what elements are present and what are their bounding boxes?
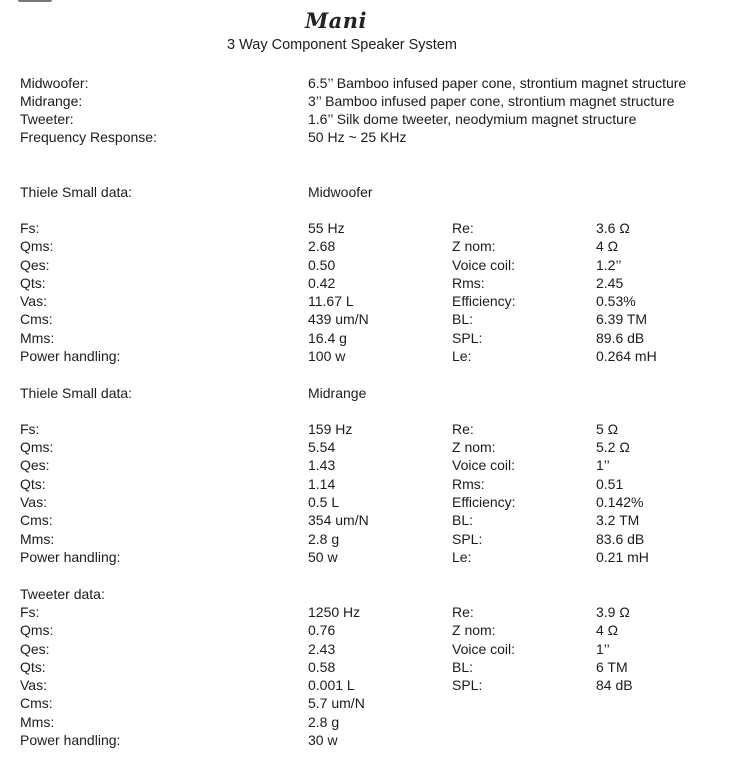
table-row	[0, 713, 746, 731]
param-value: 1.2’’	[596, 257, 622, 273]
spec-value: 1.6’’ Silk dome tweeter, neodymium magnet structure	[308, 111, 637, 127]
spec-value: 6.5’’ Bamboo infused paper cone, strontium magnet structure	[308, 75, 687, 91]
param-label: Re:	[452, 604, 474, 620]
param-label: Z nom:	[452, 622, 496, 638]
param-value: 0.51	[596, 476, 624, 492]
param-label: Qts:	[20, 275, 46, 291]
param-value: 89.6 dB	[596, 330, 645, 346]
param-label: Re:	[452, 421, 474, 437]
param-label: SPL:	[452, 677, 483, 693]
spec-label: Midrange:	[20, 93, 83, 109]
param-value: 83.6 dB	[596, 531, 645, 547]
table-row	[0, 438, 746, 456]
param-value: 2.45	[596, 275, 624, 291]
param-value: 2.8 g	[308, 714, 340, 730]
param-label: Power handling:	[20, 549, 121, 565]
param-value: 5.2 Ω	[596, 439, 630, 455]
param-label: Qms:	[20, 238, 54, 254]
param-value: 55 Hz	[308, 220, 345, 236]
table-row	[0, 310, 746, 328]
param-label: Qms:	[20, 622, 54, 638]
spec-row	[0, 110, 746, 128]
table-row	[0, 621, 746, 639]
param-label: Efficiency:	[452, 293, 516, 309]
section-heading-midrange	[0, 384, 746, 402]
table-row	[0, 493, 746, 511]
spec-row	[0, 74, 746, 92]
section-heading-value: Midwoofer	[308, 184, 373, 200]
param-value: 1.43	[308, 457, 336, 473]
param-value: 6.39 TM	[596, 311, 648, 327]
spec-row	[0, 92, 746, 110]
param-label: Mms:	[20, 714, 55, 730]
table-row	[0, 329, 746, 347]
table-row	[0, 292, 746, 310]
param-value: 4 Ω	[596, 622, 619, 638]
param-value: 0.76	[308, 622, 336, 638]
param-label: Vas:	[20, 677, 47, 693]
param-label: SPL:	[452, 531, 483, 547]
param-value: 5 Ω	[596, 421, 619, 437]
table-row	[0, 219, 746, 237]
param-value: 0.142%	[596, 494, 644, 510]
param-label: Mms:	[20, 531, 55, 547]
table-row	[0, 603, 746, 621]
param-value: 2.8 g	[308, 531, 340, 547]
table-row	[0, 658, 746, 676]
param-label: BL:	[452, 659, 474, 675]
spec-value: 50 Hz ~ 25 KHz	[308, 129, 407, 145]
param-value: 0.001 L	[308, 677, 355, 693]
param-label: Qes:	[20, 641, 50, 657]
param-label: Cms:	[20, 311, 53, 327]
param-value: 0.5 L	[308, 494, 340, 510]
param-label: Mms:	[20, 330, 55, 346]
table-row	[0, 237, 746, 255]
param-label: Z nom:	[452, 439, 496, 455]
param-label: SPL:	[452, 330, 483, 346]
param-value: 2.68	[308, 238, 336, 254]
param-label: Power handling:	[20, 348, 121, 364]
param-value: 84 dB	[596, 677, 633, 693]
param-value: 6 TM	[596, 659, 628, 675]
param-value: 0.264 mH	[596, 348, 657, 364]
param-label: Vas:	[20, 293, 47, 309]
param-value: 11.67 L	[308, 293, 354, 309]
page-subtitle: 3 Way Component Speaker System	[227, 37, 457, 53]
param-value: 1’’	[596, 641, 610, 657]
param-label: Voice coil:	[452, 641, 516, 657]
param-label: Re:	[452, 220, 474, 236]
param-value: 16.4 g	[308, 330, 347, 346]
param-label: Rms:	[452, 275, 485, 291]
table-row	[0, 530, 746, 548]
param-value: 159 Hz	[308, 421, 353, 437]
brand-logo: Mani	[304, 8, 368, 33]
param-value: 1250 Hz	[308, 604, 361, 620]
param-value: 354 um/N	[308, 512, 369, 528]
table-row	[0, 256, 746, 274]
section-heading-label: Tweeter data:	[20, 586, 105, 602]
param-label: Qes:	[20, 257, 50, 273]
spec-value: 3’’ Bamboo infused paper cone, strontium magnet structure	[308, 93, 675, 109]
param-label: Qms:	[20, 439, 54, 455]
param-value: 1.14	[308, 476, 336, 492]
table-row	[0, 420, 746, 438]
param-label: Z nom:	[452, 238, 496, 254]
param-label: Qts:	[20, 659, 46, 675]
param-label: BL:	[452, 512, 474, 528]
param-value: 2.43	[308, 641, 336, 657]
table-row	[0, 548, 746, 566]
param-value: 0.21 mH	[596, 549, 649, 565]
table-row	[0, 475, 746, 493]
param-value: 5.54	[308, 439, 336, 455]
param-label: Fs:	[20, 220, 40, 236]
table-row	[0, 456, 746, 474]
table-row	[0, 274, 746, 292]
param-value: 3.9 Ω	[596, 604, 630, 620]
param-value: 439 um/N	[308, 311, 369, 327]
param-value: 0.58	[308, 659, 336, 675]
param-label: Le:	[452, 549, 472, 565]
table-row	[0, 640, 746, 658]
param-label: Vas:	[20, 494, 47, 510]
param-label: Voice coil:	[452, 457, 516, 473]
param-value: 1’’	[596, 457, 610, 473]
spec-row	[0, 128, 746, 146]
param-label: BL:	[452, 311, 474, 327]
section-heading-label: Thiele Small data:	[20, 184, 133, 200]
param-value: 0.53%	[596, 293, 636, 309]
param-label: Qts:	[20, 476, 46, 492]
param-label: Cms:	[20, 512, 53, 528]
param-label: Cms:	[20, 695, 53, 711]
spec-label: Midwoofer:	[20, 75, 89, 91]
param-value: 3.6 Ω	[596, 220, 630, 236]
param-label: Le:	[452, 348, 472, 364]
param-label: Efficiency:	[452, 494, 516, 510]
spec-label: Tweeter:	[20, 111, 74, 127]
param-label: Voice coil:	[452, 257, 516, 273]
table-row	[0, 511, 746, 529]
param-value: 3.2 TM	[596, 512, 640, 528]
param-value: 0.42	[308, 275, 336, 291]
section-heading-midwoofer	[0, 183, 746, 201]
param-label: Qes:	[20, 457, 50, 473]
param-label: Rms:	[452, 476, 485, 492]
page-corner-mark	[18, 0, 52, 2]
spec-label: Frequency Response:	[20, 129, 157, 145]
section-heading-tweeter	[0, 585, 746, 603]
param-value: 30 w	[308, 732, 338, 748]
param-label: Fs:	[20, 421, 40, 437]
section-heading-label: Thiele Small data:	[20, 385, 133, 401]
table-row	[0, 676, 746, 694]
section-heading-value: Midrange	[308, 385, 367, 401]
param-label: Fs:	[20, 604, 40, 620]
param-value: 5.7 um/N	[308, 695, 365, 711]
param-value: 100 w	[308, 348, 346, 364]
param-value: 4 Ω	[596, 238, 619, 254]
param-value: 50 w	[308, 549, 338, 565]
table-row	[0, 347, 746, 365]
table-row	[0, 731, 746, 749]
param-value: 0.50	[308, 257, 336, 273]
param-label: Power handling:	[20, 732, 121, 748]
table-row	[0, 694, 746, 712]
